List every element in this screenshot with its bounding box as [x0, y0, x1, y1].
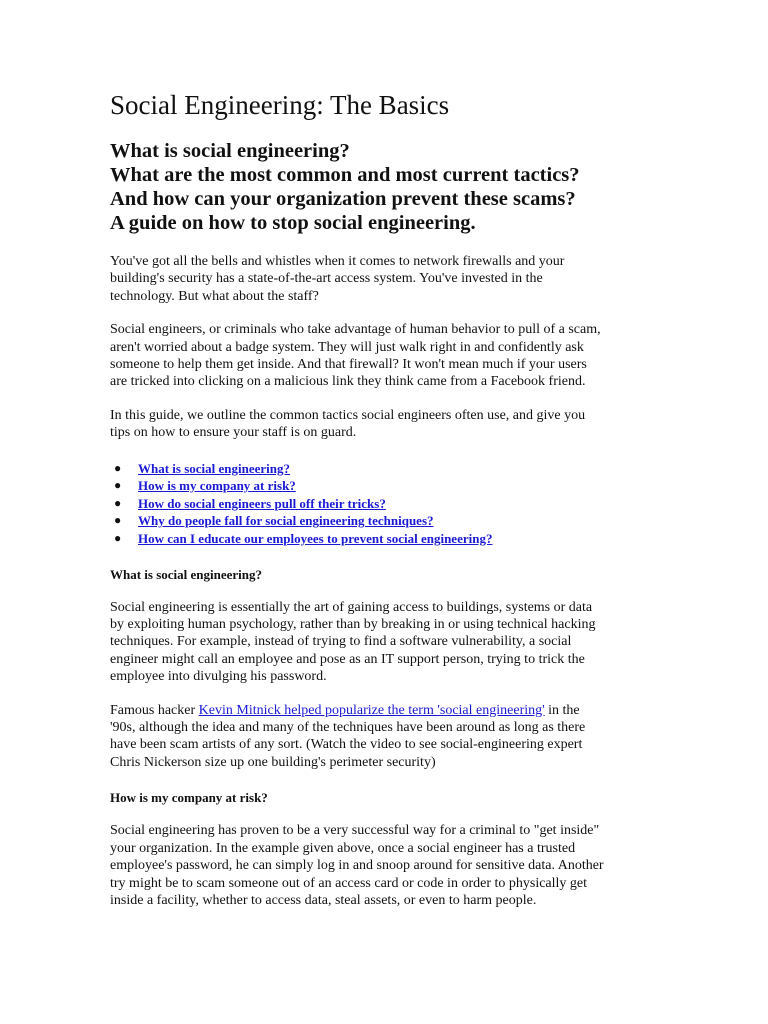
toc-link-tricks[interactable]: How do social engineers pull off their tricks?	[138, 495, 386, 511]
section1-paragraph-2	[110, 702, 670, 772]
toc-link-what-is[interactable]: What is social engineering?	[138, 460, 291, 476]
toc-item	[114, 495, 670, 513]
text-line: by exploiting human psychology, rather than by breaking in or using technical hacking	[110, 617, 596, 633]
text-line: employee's password, he can simply log in and snoop around for sensitive data. Another	[110, 858, 604, 874]
toc-item	[114, 477, 670, 495]
intro-paragraph-1	[110, 253, 670, 305]
toc-item	[114, 530, 670, 548]
page-title: Social Engineering: The Basics	[110, 90, 450, 120]
text-line: Social engineering is essentially the art of gaining access to buildings, systems or data	[110, 599, 593, 615]
intro-paragraph-3	[110, 407, 670, 442]
subheading-block	[110, 139, 670, 235]
subheading: And how can your organization prevent these scams?	[110, 188, 576, 210]
toc-item	[114, 512, 670, 530]
text-line	[110, 702, 670, 719]
text-line: your organization. In the example given above, once a social engineer has a trusted	[110, 840, 576, 856]
text-line: Chris Nickerson size up one building's perimeter security)	[110, 754, 436, 770]
text-line: In this guide, we outline the common tactics social engineers often use, and give you	[110, 407, 586, 423]
section-heading-company-risk: How is my company at risk?	[110, 790, 268, 806]
bullet-icon: ●	[114, 478, 122, 493]
text-line: technology. But what about the staff?	[110, 288, 319, 304]
text-line: Social engineers, or criminals who take advantage of human behavior to pull of a scam,	[110, 322, 601, 338]
toc-link-why-fall[interactable]: Why do people fall for social engineering techniques?	[138, 513, 434, 529]
text-line: building's security has a state-of-the-art access system. You've invested in the	[110, 271, 543, 287]
table-of-contents	[110, 460, 670, 548]
bullet-icon: ●	[114, 495, 122, 510]
text-line: tips on how to ensure your staff is on guard.	[110, 425, 357, 441]
text-line: '90s, although the idea and many of the techniques have been around as long as there	[110, 720, 586, 736]
text-line: Social engineering has proven to be a very successful way for a criminal to "get inside"	[110, 823, 600, 839]
subheading: What are the most common and most current tactics?	[110, 164, 580, 186]
text-line: techniques. For example, instead of trying to find a software vulnerability, a social	[110, 634, 572, 650]
text-line: have been scam artists of any sort. (Watch the video to see social-engineering expert	[110, 737, 583, 753]
text-line: are tricked into clicking on a malicious link they think came from a Facebook friend.	[110, 374, 586, 390]
mitnick-link[interactable]: Kevin Mitnick helped popularize the term 'social engineering'	[198, 702, 545, 718]
toc-link-company-risk[interactable]: How is my company at risk?	[138, 478, 296, 494]
text-line: try might be to scam someone out of an access card or code in order to physically get	[110, 875, 588, 891]
text-line: employee into divulging his password.	[110, 669, 327, 685]
subheading: A guide on how to stop social engineering.	[110, 212, 476, 234]
section2-paragraph-1	[110, 822, 670, 909]
text-line: aren't worried about a badge system. They will just walk right in and confidently ask	[110, 339, 584, 355]
bullet-icon: ●	[114, 460, 122, 475]
text-fragment: in the	[544, 702, 580, 718]
section1-paragraph-1	[110, 599, 670, 686]
subheading: What is social engineering?	[110, 140, 350, 162]
text-fragment: Famous hacker	[110, 702, 199, 718]
bullet-icon: ●	[114, 513, 122, 528]
text-line: inside a facility, whether to access data, steal assets, or even to harm people.	[110, 892, 537, 908]
section-heading-what-is: What is social engineering?	[110, 566, 263, 582]
intro-paragraph-2	[110, 321, 670, 391]
text-line: You've got all the bells and whistles when it comes to network firewalls and your	[110, 254, 565, 269]
bullet-icon: ●	[114, 531, 122, 546]
text-line: someone to help them get inside. And that firewall? It won't mean much if your users	[110, 357, 587, 373]
document-body	[110, 88, 670, 909]
text-line: engineer might call an employee and pose as an IT support person, trying to trick the	[110, 651, 585, 667]
toc-link-educate[interactable]: How can I educate our employees to prevent social engineering?	[138, 531, 493, 547]
toc-item	[114, 460, 670, 478]
